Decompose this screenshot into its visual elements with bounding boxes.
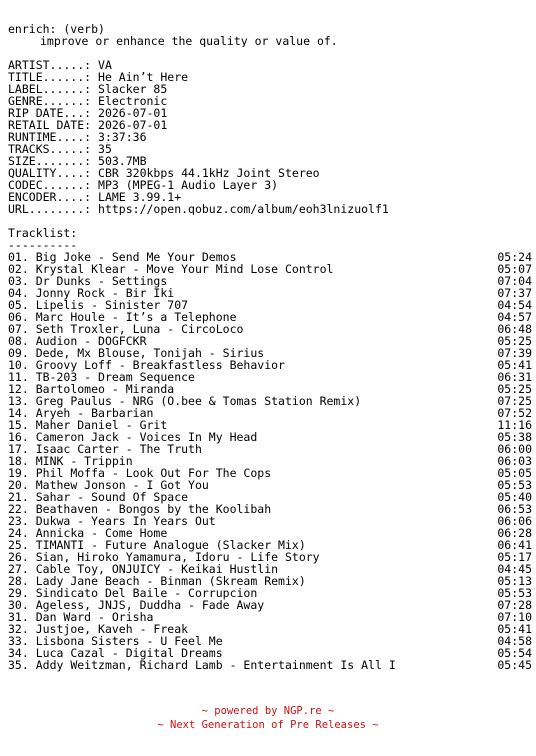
info-value: MP3 (MPEG-1 Audio Layer 3) (98, 179, 279, 191)
info-value: 35 (98, 143, 112, 155)
track-duration: 05:38 (497, 430, 532, 444)
info-key: SIZE....... (8, 155, 85, 167)
info-key: CODEC...... (8, 179, 85, 191)
track-duration: 07:39 (497, 346, 532, 360)
track-duration: 07:10 (497, 610, 532, 624)
track-duration: 05:25 (497, 334, 532, 348)
track-number: 03. (8, 274, 29, 288)
track-title: Greg Paulus - NRG (O.bee & Tomas Station Remix) (35, 394, 362, 408)
track-duration: 06:31 (497, 370, 532, 384)
track-title: Seth Troxler, Luna - CircoLoco (35, 322, 244, 336)
track-number: 10. (8, 358, 29, 372)
info-key: ENCODER.... (8, 191, 85, 203)
track-number: 31. (8, 610, 29, 624)
track-number: 29. (8, 586, 29, 600)
spacer (8, 47, 532, 59)
track-number: 11. (8, 370, 29, 384)
track-duration: 04:57 (497, 310, 532, 324)
track-number: 18. (8, 454, 29, 468)
track-duration: 05:24 (497, 250, 532, 264)
info-value: Slacker 85 (98, 83, 168, 95)
info-row: ENCODER....: LAME 3.99.1+ (8, 191, 182, 203)
track-number: 33. (8, 634, 29, 648)
tracklist-rule: ---------- (8, 239, 78, 251)
tracklist (8, 251, 532, 671)
track-duration: 07:52 (497, 406, 532, 420)
track-duration: 05:41 (497, 622, 532, 636)
track-number: 27. (8, 562, 29, 576)
info-value: 503.7MB (98, 155, 147, 167)
track-number: 04. (8, 286, 29, 300)
info-value: CBR 320kbps 44.1kHz Joint Stereo (98, 167, 320, 179)
track-duration: 06:28 (497, 526, 532, 540)
info-value: Electronic (98, 95, 168, 107)
track-title: Justjoe, Kaveh - Freak (35, 622, 189, 636)
info-key: RETAIL DATE (8, 119, 85, 131)
track-title: MINK - Trippin (35, 454, 133, 468)
nfo-document (8, 23, 532, 671)
track-duration: 05:53 (497, 586, 532, 600)
track-title: Dukwa - Years In Years Out (35, 514, 216, 528)
track-duration: 07:28 (497, 598, 532, 612)
track-number: 21. (8, 490, 29, 504)
track-title: Lisbona Sisters - U Feel Me (35, 634, 223, 648)
track-number: 23. (8, 514, 29, 528)
track-title: TIMANTI - Future Analogue (Slacker Mix) (35, 538, 306, 552)
info-row: ARTIST.....: VA (8, 59, 112, 71)
info-value: LAME 3.99.1+ (98, 191, 182, 203)
track-title: Cameron Jack - Voices In My Head (35, 430, 258, 444)
track-title: Dede, Mx Blouse, Tonijah - Sirius (35, 346, 265, 360)
track-duration: 11:16 (497, 418, 532, 432)
info-row: SIZE.......: 503.7MB (8, 155, 147, 167)
footer-powered-by: ~ powered by NGP.re ~ (201, 705, 335, 717)
info-key: TITLE...... (8, 71, 85, 83)
track-duration: 05:45 (497, 658, 532, 672)
track-duration: 07:37 (497, 286, 532, 300)
track-number: 25. (8, 538, 29, 552)
info-value: He Ain’t Here (98, 71, 189, 83)
track-duration: 05:13 (497, 574, 532, 588)
track-number: 30. (8, 598, 29, 612)
definition-word: enrich: (verb) (8, 23, 105, 35)
track-title: Lady Jane Beach - Binman (Skream Remix) (35, 574, 306, 588)
info-key: GENRE...... (8, 95, 85, 107)
info-value: VA (98, 59, 112, 71)
track-duration: 05:17 (497, 550, 532, 564)
info-key: TRACKS..... (8, 143, 85, 155)
definition-meaning: improve or enhance the quality or value of. (40, 35, 338, 47)
track-duration: 07:25 (497, 394, 532, 408)
info-key: RUNTIME.... (8, 131, 85, 143)
info-row: GENRE......: Electronic (8, 95, 168, 107)
track-duration: 06:48 (497, 322, 532, 336)
track-duration: 05:07 (497, 262, 532, 276)
release-info (8, 59, 532, 215)
track-number: 20. (8, 478, 29, 492)
info-value: https://open.qobuz.com/album/eoh3lnizuolf1 (98, 203, 389, 215)
track-duration: 06:41 (497, 538, 532, 552)
track-duration: 05:05 (497, 466, 532, 480)
track-number: 09. (8, 346, 29, 360)
track-duration: 06:53 (497, 502, 532, 516)
info-value: 3:37:36 (98, 131, 147, 143)
info-row: RETAIL DATE: 2026-07-01 (8, 119, 168, 131)
info-key: URL........ (8, 203, 85, 215)
track-row (8, 659, 532, 671)
spacer (8, 215, 532, 227)
track-number: 19. (8, 466, 29, 480)
info-row: RIP DATE...: 2026-07-01 (8, 107, 168, 119)
track-duration: 06:00 (497, 442, 532, 456)
tracklist-heading: Tracklist: (8, 227, 78, 239)
track-title: Luca Cazal - Digital Dreams (35, 646, 223, 660)
track-number: 08. (8, 334, 29, 348)
track-duration: 06:06 (497, 514, 532, 528)
track-number: 24. (8, 526, 29, 540)
track-number: 01. (8, 250, 29, 264)
info-key: LABEL...... (8, 83, 85, 95)
track-number: 07. (8, 322, 29, 336)
track-title: Groovy Loff - Breakfastless Behavior (35, 358, 285, 372)
info-row: QUALITY....: CBR 320kbps 44.1kHz Joint Stereo (8, 167, 320, 179)
track-title: Krystal Klear - Move Your Mind Lose Control (35, 262, 334, 276)
track-duration: 05:25 (497, 382, 532, 396)
track-duration: 04:54 (497, 298, 532, 312)
track-duration: 05:54 (497, 646, 532, 660)
track-number: 12. (8, 382, 29, 396)
track-number: 16. (8, 430, 29, 444)
track-title: Isaac Carter - The Truth (35, 442, 202, 456)
track-number: 34. (8, 646, 29, 660)
track-title: Cable Toy, ONJUICY - Keikai Hustlin (35, 562, 279, 576)
info-row: TITLE......: He Ain’t Here (8, 71, 189, 83)
track-title: Addy Weitzman, Richard Lamb - Entertainment Is All I (35, 658, 396, 672)
track-duration: 05:40 (497, 490, 532, 504)
track-title: Phil Moffa - Look Out For The Cops (35, 466, 272, 480)
track-number: 22. (8, 502, 29, 516)
track-title: Bartolomeo - Miranda (35, 382, 175, 396)
info-row: CODEC......: MP3 (MPEG-1 Audio Layer 3) (8, 179, 279, 191)
track-number: 05. (8, 298, 29, 312)
track-title: Sahar - Sound Of Space (35, 490, 189, 504)
track-title: Mathew Jonson - I Got You (35, 478, 209, 492)
track-title: Sian, Hiroko Yamamura, Idoru - Life Story (35, 550, 320, 564)
track-duration: 05:53 (497, 478, 532, 492)
track-title: Jonny Rock - Bir Iki (35, 286, 175, 300)
track-title: Dr Dunks - Settings (35, 274, 168, 288)
track-number: 14. (8, 406, 29, 420)
track-title: Marc Houle - It’s a Telephone (35, 310, 237, 324)
track-title: Aryeh - Barbarian (35, 406, 154, 420)
track-number: 35. (8, 658, 29, 672)
track-title: Sindicato Del Baile - Corrupcion (35, 586, 258, 600)
info-value: 2026-07-01 (98, 119, 168, 131)
track-duration: 07:04 (497, 274, 532, 288)
track-number: 17. (8, 442, 29, 456)
info-row: LABEL......: Slacker 85 (8, 83, 168, 95)
info-row: TRACKS.....: 35 (8, 143, 112, 155)
info-key: RIP DATE... (8, 107, 85, 119)
footer-tagline: ~ Next Generation of Pre Releases ~ (157, 719, 379, 731)
track-duration: 06:03 (497, 454, 532, 468)
track-number: 28. (8, 574, 29, 588)
track-title: Big Joke - Send Me Your Demos (35, 250, 237, 264)
info-key: ARTIST..... (8, 59, 85, 71)
track-title: Ageless, JNJS, Duddha - Fade Away (35, 598, 265, 612)
track-title: Annicka - Come Home (35, 526, 168, 540)
track-title: Lipelis - Sinister 707 (35, 298, 189, 312)
track-number: 13. (8, 394, 29, 408)
track-duration: 04:58 (497, 634, 532, 648)
track-title: Beathaven - Bongos by the Koolibah (35, 502, 272, 516)
track-number: 32. (8, 622, 29, 636)
track-number: 06. (8, 310, 29, 324)
track-title: Maher Daniel - Grit (35, 418, 168, 432)
track-title: Audion - DOGFCKR (35, 334, 147, 348)
info-key: QUALITY.... (8, 167, 85, 179)
info-row: URL........: https://open.qobuz.com/album/eoh3lnizuolf1 (8, 203, 389, 215)
track-number: 15. (8, 418, 29, 432)
info-value: 2026-07-01 (98, 107, 168, 119)
track-number: 02. (8, 262, 29, 276)
track-duration: 05:41 (497, 358, 532, 372)
track-duration: 04:45 (497, 562, 532, 576)
info-row: RUNTIME....: 3:37:36 (8, 131, 147, 143)
track-title: Dan Ward - Orisha (35, 610, 154, 624)
track-title: TB-203 - Dream Sequence (35, 370, 195, 384)
track-number: 26. (8, 550, 29, 564)
